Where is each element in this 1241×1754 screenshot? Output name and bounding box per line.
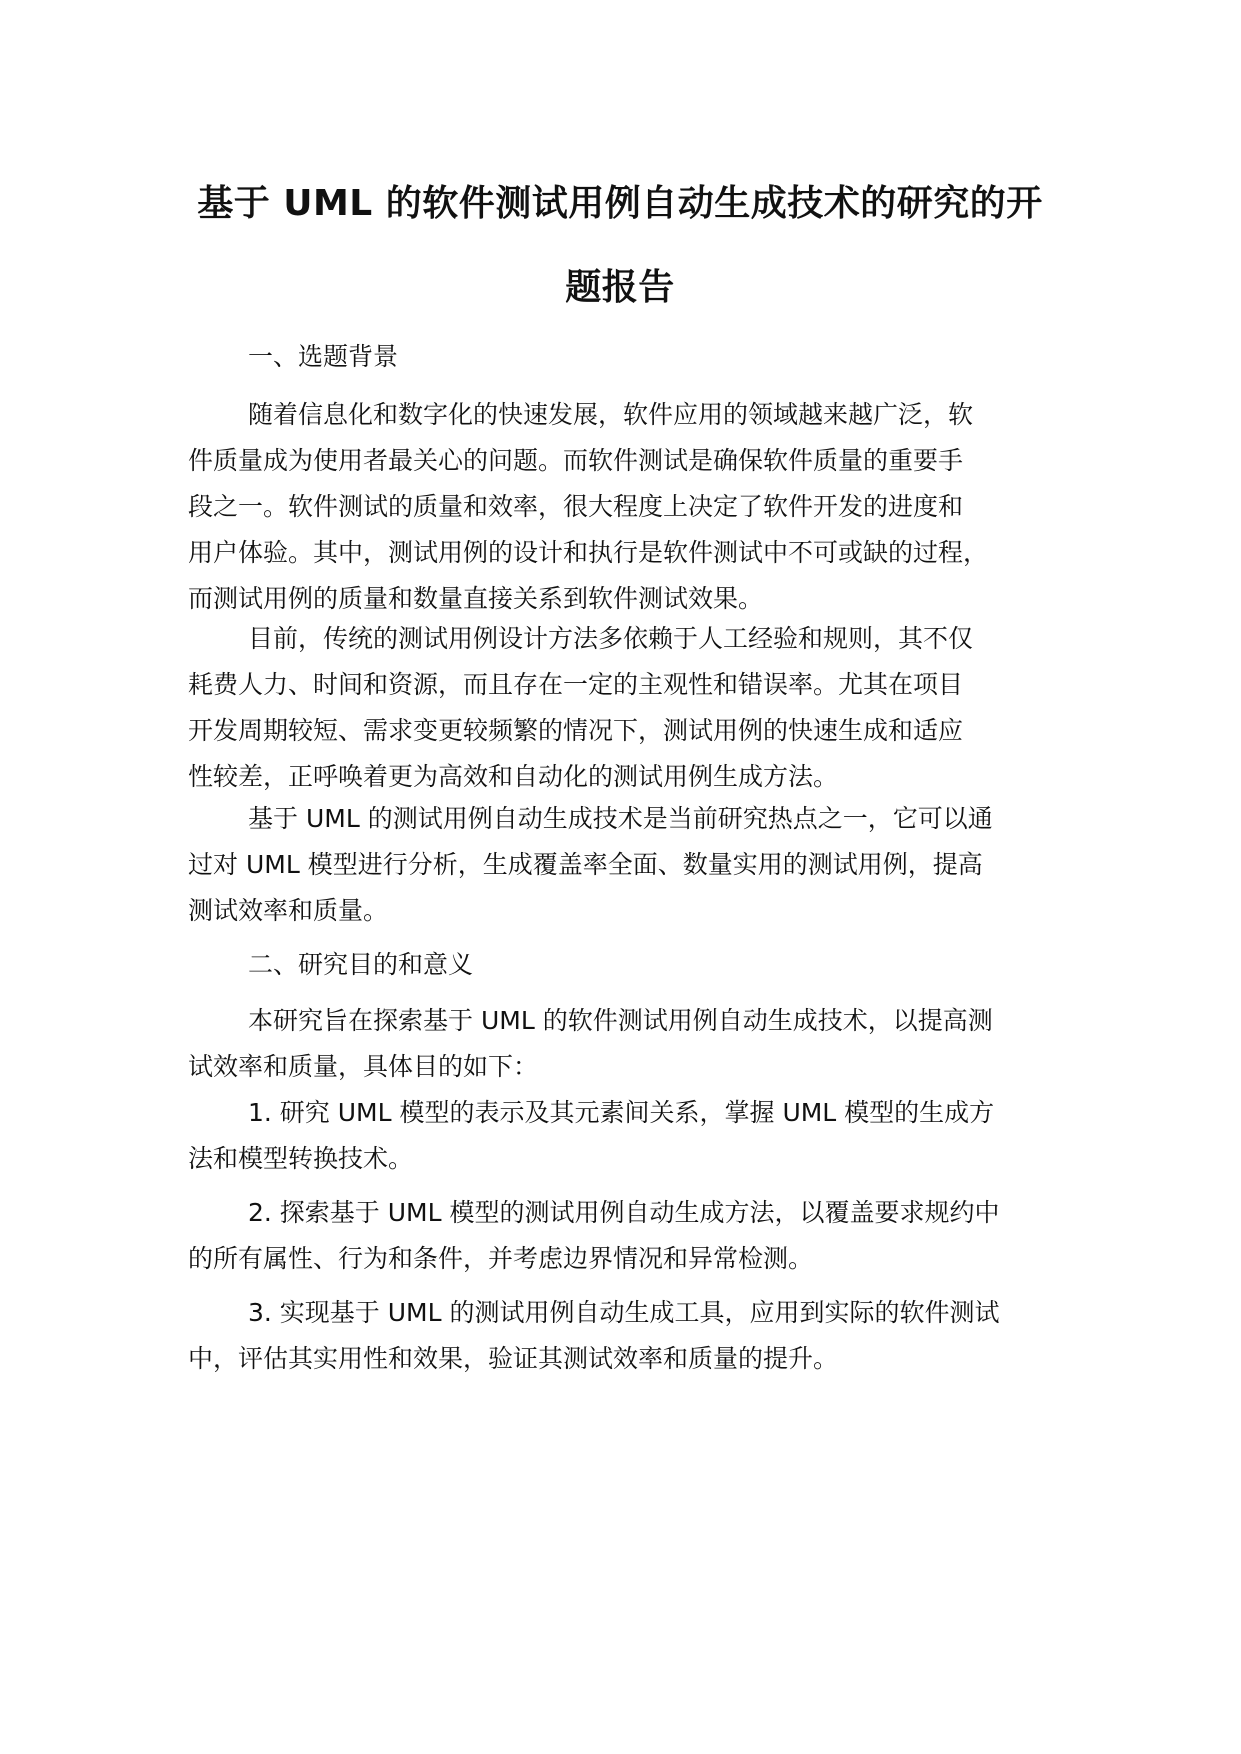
paragraph-purpose-intro — [188, 998, 1088, 1090]
paragraph-line: 件质量成为使用者最关心的问题。而软件测试是确保软件质量的重要手 — [188, 446, 964, 475]
paragraph-line: 用户体验。其中，测试用例的设计和执行是软件测试中不可或缺的过程， — [188, 538, 989, 567]
paragraph-line: 试效率和质量，具体目的如下： — [188, 1052, 539, 1081]
paragraph-line: 3. 实现基于 UML 的测试用例自动生成工具，应用到实际的软件测试 — [248, 1298, 1000, 1327]
document-title-line-2: 题报告 — [565, 267, 675, 308]
section-heading-background: 一、选题背景 — [248, 342, 399, 371]
list-item-2 — [188, 1190, 1088, 1282]
paragraph-background-1 — [188, 392, 1088, 622]
paragraph-line: 测试效率和质量。 — [188, 896, 389, 925]
section-heading-purpose: 二、研究目的和意义 — [248, 950, 474, 979]
list-item-1 — [188, 1090, 1088, 1182]
document-title-line-1: 基于 UML 的软件测试用例自动生成技术的研究的开 — [197, 183, 1043, 224]
paragraph-line: 1. 研究 UML 模型的表示及其元素间关系，掌握 UML 模型的生成方 — [248, 1098, 995, 1127]
paragraph-line: 基于 UML 的测试用例自动生成技术是当前研究热点之一，它可以通 — [248, 804, 993, 833]
paragraph-line: 中，评估其实用性和效果，验证其测试效率和质量的提升。 — [188, 1344, 839, 1373]
paragraph-line: 而测试用例的质量和数量直接关系到软件测试效果。 — [188, 584, 764, 613]
paragraph-line: 目前，传统的测试用例设计方法多依赖于人工经验和规则，其不仅 — [248, 624, 974, 653]
paragraph-background-2 — [188, 616, 1088, 800]
paragraph-line: 随着信息化和数字化的快速发展，软件应用的领域越来越广泛，软 — [248, 400, 974, 429]
paragraph-line: 2. 探索基于 UML 模型的测试用例自动生成方法，以覆盖要求规约中 — [248, 1198, 1000, 1227]
paragraph-line: 耗费人力、时间和资源，而且存在一定的主观性和错误率。尤其在项目 — [188, 670, 964, 699]
paragraph-line: 本研究旨在探索基于 UML 的软件测试用例自动生成技术，以提高测 — [248, 1006, 993, 1035]
paragraph-line: 法和模型转换技术。 — [188, 1144, 414, 1173]
paragraph-background-3 — [188, 796, 1088, 934]
paragraph-line: 过对 UML 模型进行分析，生成覆盖率全面、数量实用的测试用例，提高 — [188, 850, 983, 879]
paragraph-line: 的所有属性、行为和条件，并考虑边界情况和异常检测。 — [188, 1244, 814, 1273]
list-item-3 — [188, 1290, 1088, 1382]
paragraph-line: 性较差，正呼唤着更为高效和自动化的测试用例生成方法。 — [188, 762, 839, 791]
paragraph-line: 段之一。软件测试的质量和效率，很大程度上决定了软件开发的进度和 — [188, 492, 964, 521]
paragraph-line: 开发周期较短、需求变更较频繁的情况下，测试用例的快速生成和适应 — [188, 716, 964, 745]
